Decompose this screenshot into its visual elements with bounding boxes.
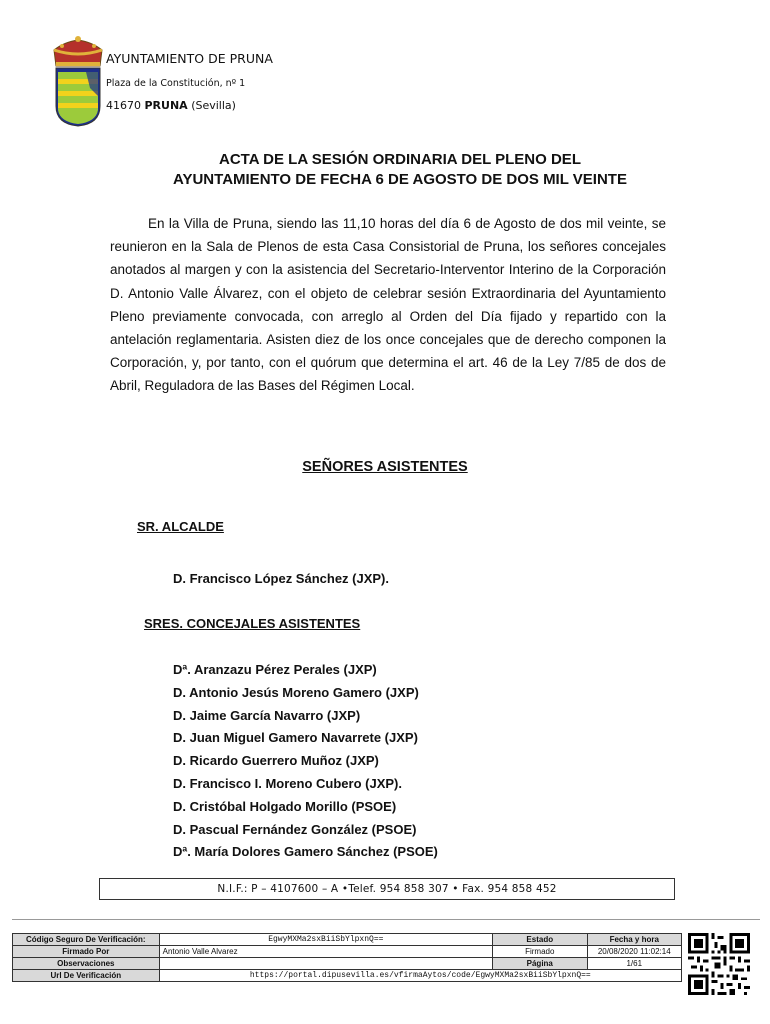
url-label: Url De Verificación <box>13 970 160 982</box>
concejal-item: D. Antonio Jesús Moreno Gamero (JXP) <box>173 684 419 700</box>
concejal-item: D. Cristóbal Holgado Morillo (PSOE) <box>173 798 397 814</box>
table-row <box>13 946 682 958</box>
city-name: PRUNA <box>144 99 188 112</box>
pagina-label: Página <box>493 958 587 970</box>
concejal-item: D. Francisco I. Moreno Cubero (JXP). <box>173 775 402 791</box>
firmado-value: Antonio Valle Alvarez <box>159 946 492 958</box>
concejal-item: D. Ricardo Guerrero Muñoz (JXP) <box>173 753 379 769</box>
codigo-value: EgwyMXMa2sxBiiSbYlpxnQ== <box>159 934 492 946</box>
title-line-1: ACTA DE LA SESIÓN ORDINARIA DEL PLENO DEL <box>219 151 581 168</box>
codigo-label: Código Seguro De Verificación: <box>13 934 160 946</box>
footer-divider <box>12 919 760 920</box>
nif-contact-footer: N.I.F.: P – 4107600 – A •Telef. 954 858 307 • Fax. 954 858 452 <box>99 878 675 900</box>
alcalde-name: D. Francisco López Sánchez (JXP). <box>173 571 389 586</box>
concejal-item: D. Pascual Fernández González (PSOE) <box>173 821 417 837</box>
observaciones-label: Observaciones <box>13 958 160 970</box>
fecha-value: 20/08/2020 11:02:14 <box>587 946 682 958</box>
concejal-item: Dª. Aranzazu Pérez Perales (JXP) <box>173 662 377 677</box>
qr-code-icon <box>688 933 750 995</box>
pagina-value: 1/61 <box>587 958 682 970</box>
organization-name: AYUNTAMIENTO DE PRUNA <box>106 51 273 66</box>
intro-paragraph: En la Villa de Pruna, siendo las 11,10 horas del día 6 de Agosto de dos mil veinte, se reunieron en la Sala de Plenos de esta Casa Consistorial de Pruna, los señores concejales anotados al margen y con la asistencia del Secretario-Interventor Interino de la Corporación D. Antonio Valle Álvarez, con el objeto de celebrar sesión Extraordinaria del Ayuntamiento Pleno previamente convocada, con arreglo al Orden del Día fijado y repartido con la antelación reglamentaria. Asisten diez de los once concejales que de derecho componen la Corporación, y, por tanto, con el quórum que determina el art. 46 de la Ley 7/85 de dos de Abril, Reguladora de las Bases del Régimen Local. <box>110 216 666 394</box>
document-title <box>100 150 700 190</box>
observaciones-value <box>159 958 492 970</box>
url-value[interactable]: https://portal.dipusevilla.es/vfirmaAytos/code/EgwyMXMa2sxBiiSbYlpxnQ== <box>159 970 681 982</box>
estado-value: Firmado <box>493 946 587 958</box>
title-line-2: AYUNTAMIENTO DE FECHA 6 DE AGOSTO DE DOS MIL VEINTE <box>173 171 627 188</box>
concejal-item: D. Juan Miguel Gamero Navarrete (JXP) <box>173 730 418 746</box>
concejales-list <box>173 659 438 864</box>
firmado-label: Firmado Por <box>13 946 160 958</box>
table-row <box>13 958 682 970</box>
verification-table <box>12 933 682 982</box>
fecha-label: Fecha y hora <box>587 934 682 946</box>
organization-address: Plaza de la Constitución, nº 1 <box>106 78 246 89</box>
table-row <box>13 970 682 982</box>
municipal-crest-logo <box>50 36 106 128</box>
postal-code: 41670 <box>106 99 141 112</box>
estado-label: Estado <box>493 934 587 946</box>
organization-city <box>106 99 236 112</box>
concejales-heading: SRES. CONCEJALES ASISTENTES <box>144 616 361 631</box>
concejal-item: Dª. María Dolores Gamero Sánchez (PSOE) <box>173 844 438 860</box>
province-name: (Sevilla) <box>191 99 236 112</box>
alcalde-heading: SR. ALCALDE <box>137 519 224 534</box>
asistentes-heading: SEÑORES ASISTENTES <box>302 459 468 475</box>
table-row <box>13 934 682 946</box>
concejal-item: D. Jaime García Navarro (JXP) <box>173 707 361 723</box>
